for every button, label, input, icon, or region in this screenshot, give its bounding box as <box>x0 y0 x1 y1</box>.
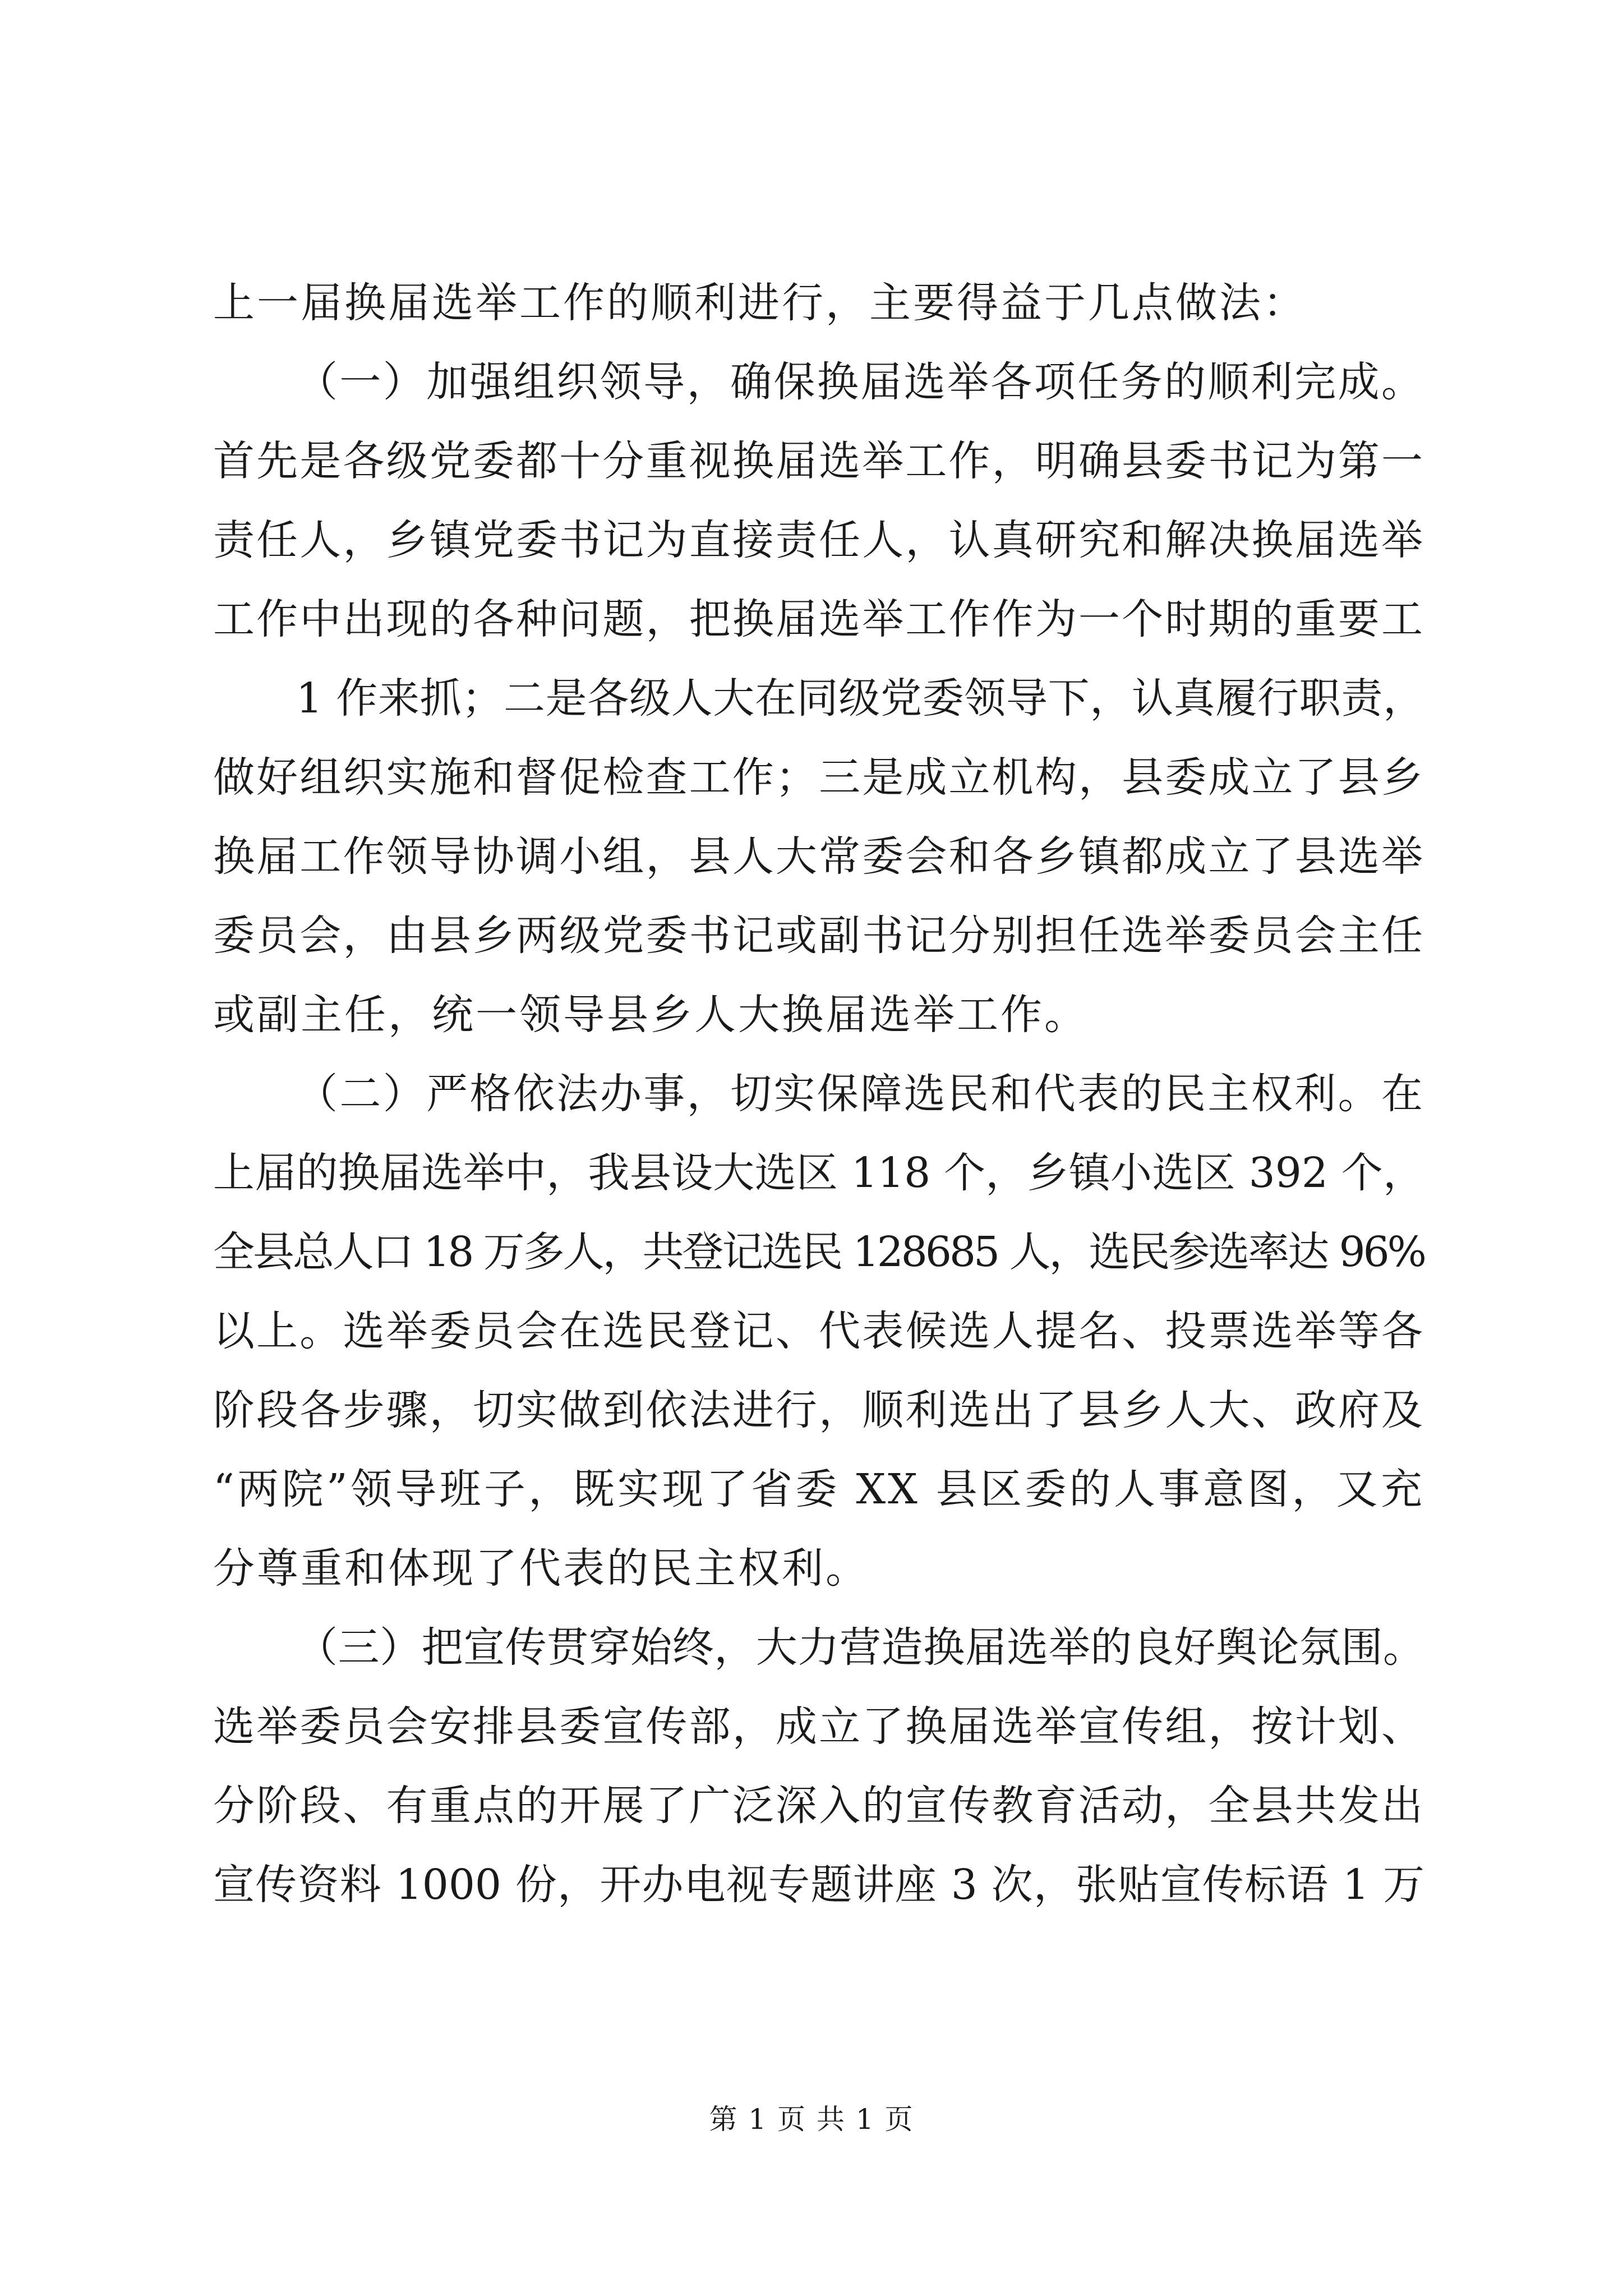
text-line-17: 分尊重和体现了代表的民主权利。 <box>213 1544 869 1593</box>
text-line-6: 1 作来抓；二是各级人大在同级党委领导下，认真履行职责， <box>296 674 1424 723</box>
text-line-10: 或副主任，统一领导县乡人大换届选举工作。 <box>213 991 1088 1039</box>
text-line-13: 全县总人口 18 万多人，共登记选民 128685 人，选民参选率达 96% <box>213 1228 1424 1276</box>
text-line-3: 首先是各级党委都十分重视换届选举工作，明确县委书记为第一 <box>213 437 1424 485</box>
text-line-18: （三）把宣传贯穿始终，大力营造换届选举的良好舆论氛围。 <box>296 1623 1424 1672</box>
text-line-21: 宣传资料 1000 份，开办电视专题讲座 3 次，张贴宣传标语 1 万 <box>213 1861 1424 1909</box>
text-line-12: 上届的换届选举中，我县设大选区 118 个，乡镇小选区 392 个， <box>213 1149 1424 1197</box>
text-line-2: （一）加强组织领导，确保换届选举各项任务的顺利完成。 <box>296 358 1424 406</box>
text-line-7: 做好组织实施和督促检查工作；三是成立机构，县委成立了县乡 <box>213 753 1424 802</box>
page-number-label: 第 1 页 共 1 页 <box>709 2103 914 2136</box>
text-line-20: 分阶段、有重点的开展了广泛深入的宣传教育活动，全县共发出 <box>213 1782 1424 1830</box>
document-body <box>213 264 1424 1925</box>
text-line-15: 阶段各步骤，切实做到依法进行，顺利选出了县乡人大、政府及 <box>213 1386 1424 1434</box>
text-line-19: 选举委员会安排县委宣传部，成立了换届选举宣传组，按计划、 <box>213 1703 1424 1751</box>
text-line-5: 工作中出现的各种问题，把换届选举工作作为一个时期的重要工 <box>213 595 1424 643</box>
page-footer <box>0 2102 1623 2136</box>
text-line-11: （二）严格依法办事，切实保障选民和代表的民主权利。在 <box>296 1070 1424 1118</box>
text-line-16: “两院”领导班子，既实现了省委 XX 县区委的人事意图，又充 <box>213 1465 1424 1513</box>
text-line-1: 上一届换届选举工作的顺利进行，主要得益于几点做法： <box>213 279 1307 327</box>
text-line-14: 以上。选举委员会在选民登记、代表候选人提名、投票选举等各 <box>213 1307 1424 1355</box>
text-line-4: 责任人，乡镇党委书记为直接责任人，认真研究和解决换届选举 <box>213 516 1424 564</box>
text-line-8: 换届工作领导协调小组，县人大常委会和各乡镇都成立了县选举 <box>213 832 1424 881</box>
text-line-9: 委员会，由县乡两级党委书记或副书记分别担任选举委员会主任 <box>213 912 1424 960</box>
